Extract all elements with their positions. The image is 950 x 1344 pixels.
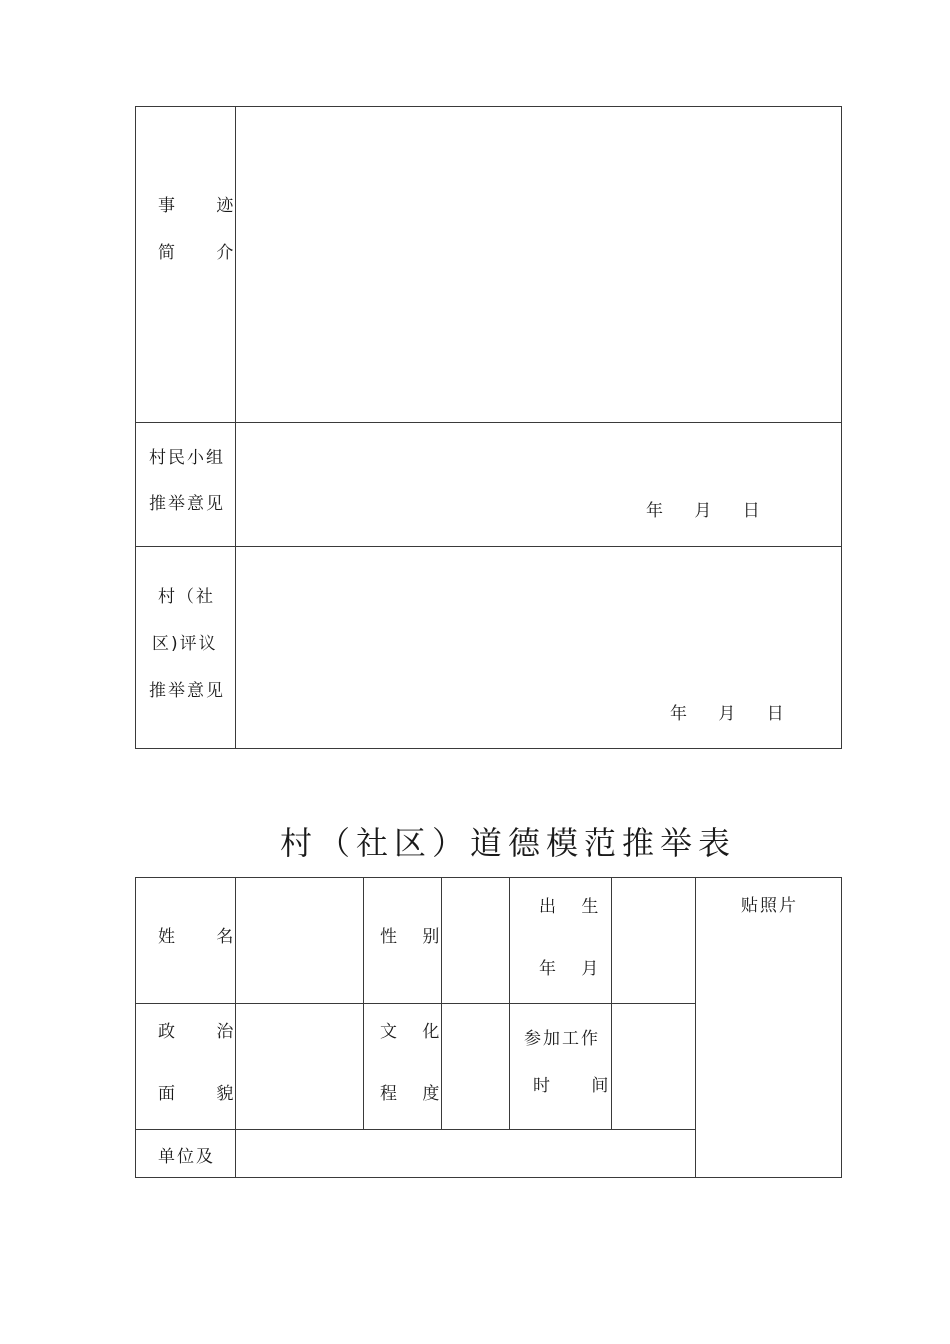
group-opinion-date: 年 月 日 [646, 501, 760, 521]
political-label-line1: 政 治 [158, 1022, 252, 1042]
column-divider [695, 877, 696, 1178]
unit-field[interactable] [237, 1131, 694, 1176]
education-label-line2: 程 度 [380, 1084, 450, 1104]
form-table-border-bottom [135, 1177, 842, 1178]
group-opinion-label-line2: 推举意见 [149, 494, 225, 514]
gender-label: 性 别 [380, 927, 450, 947]
work-start-field[interactable] [613, 1005, 694, 1128]
birth-date-field[interactable] [613, 879, 694, 1002]
work-start-label-line1: 参加工作 [524, 1029, 600, 1049]
birth-label-line1: 出 生 [539, 897, 609, 917]
form-table-border-right [841, 877, 842, 1178]
deeds-label-line1: 事 迹 [158, 196, 252, 216]
name-label: 姓 名 [158, 927, 252, 947]
work-start-label-line2: 时 间 [533, 1076, 627, 1096]
form-table-border-top [135, 877, 842, 878]
name-field[interactable] [237, 879, 362, 1002]
top-table-border-left [135, 106, 136, 749]
row-divider [135, 422, 842, 423]
column-divider [363, 877, 364, 1130]
photo-label: 贴照片 [741, 896, 798, 916]
village-opinion-date: 年 月 日 [670, 704, 784, 724]
village-opinion-label-line3: 推举意见 [149, 681, 225, 701]
education-field[interactable] [443, 1005, 508, 1128]
birth-label-line2: 年 月 [539, 959, 609, 979]
deeds-content-cell[interactable] [237, 108, 840, 421]
photo-cell[interactable] [697, 879, 840, 1176]
village-opinion-label-line1: 村（社 [158, 587, 215, 607]
column-divider [509, 877, 510, 1130]
political-status-field[interactable] [237, 1005, 362, 1128]
village-opinion-label-line2: 区)评议 [152, 634, 218, 654]
deeds-label-line2: 简 介 [158, 243, 252, 263]
top-table-border-top [135, 106, 842, 107]
group-opinion-cell[interactable] [237, 424, 840, 545]
unit-label: 单位及 [158, 1147, 215, 1167]
form-title: 村（社区）道德模范推举表 [280, 824, 737, 862]
gender-field[interactable] [443, 879, 508, 1002]
group-opinion-label-line1: 村民小组 [149, 448, 225, 468]
row-divider [135, 546, 842, 547]
top-table-border-right [841, 106, 842, 749]
form-table-border-left [135, 877, 136, 1178]
education-label-line1: 文 化 [380, 1022, 450, 1042]
political-label-line2: 面 貌 [158, 1084, 252, 1104]
top-table-border-bottom [135, 748, 842, 749]
